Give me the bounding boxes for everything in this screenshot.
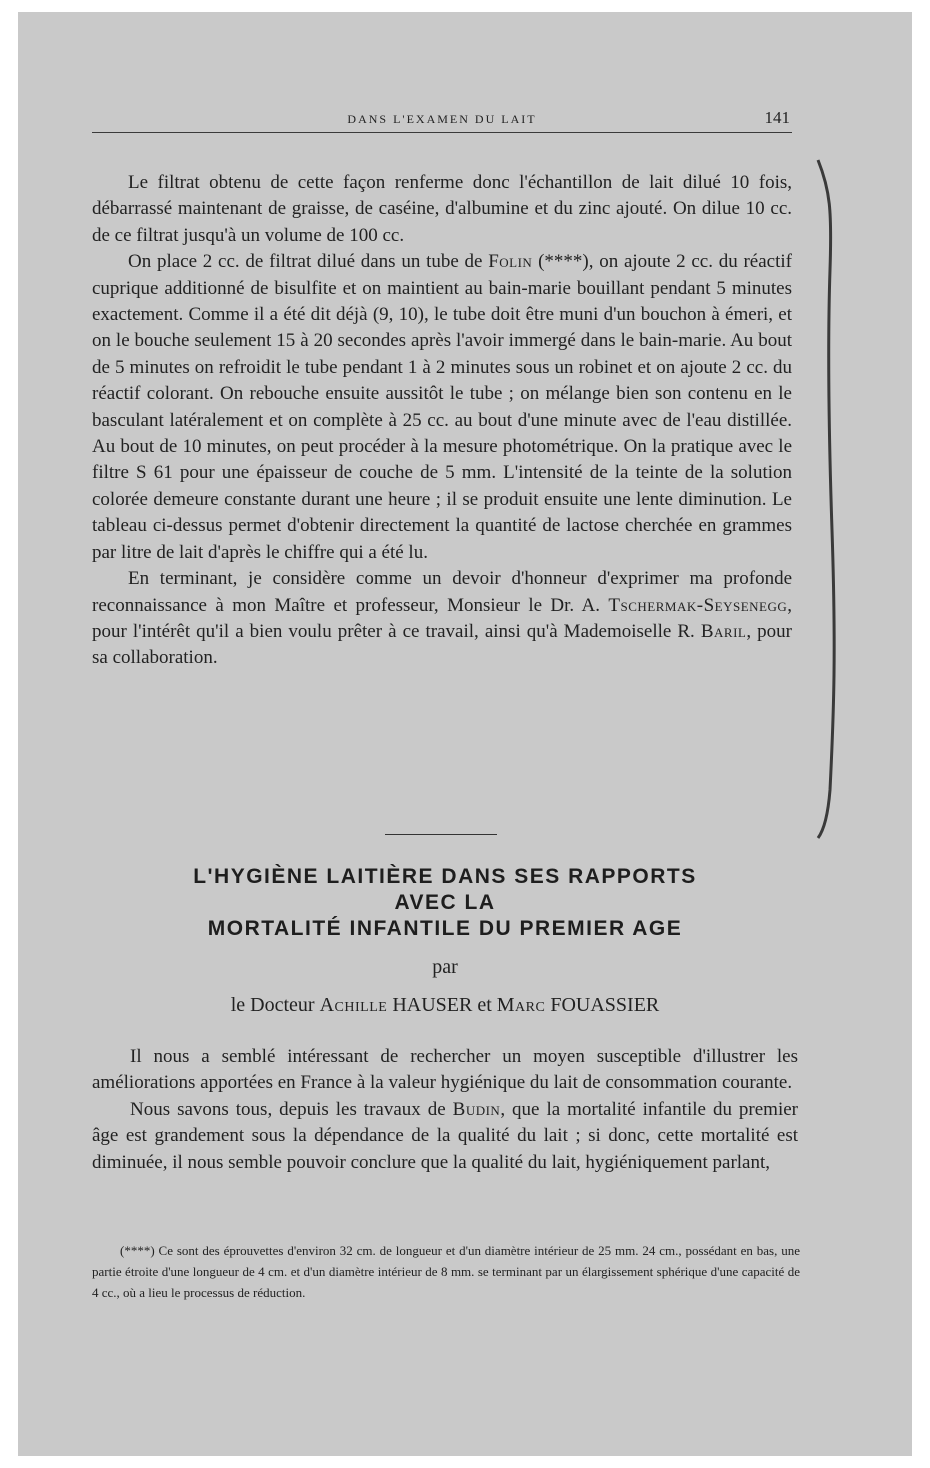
author-name-budin: Budin <box>452 1098 501 1120</box>
paragraph <box>92 170 792 249</box>
authors-text: HAUSER et <box>387 994 497 1016</box>
byline-par: par <box>432 956 458 978</box>
authors-text: le Docteur <box>230 994 320 1016</box>
author-first-name: Achille <box>319 994 388 1016</box>
paragraph <box>92 1044 798 1097</box>
paragraph <box>92 249 792 566</box>
title-line: MORTALITÉ INFANTILE DU PREMIER AGE <box>207 917 683 940</box>
author-name-baril: Baril <box>700 620 747 642</box>
article-authors <box>92 994 798 1017</box>
article-title <box>92 864 798 942</box>
paragraph-text: En terminant, je considère comme un devoir d'honneur d'exprimer ma profonde reconnaissance à mon Maître et professeur, Monsieur le Dr. A. <box>92 568 792 616</box>
paragraph-text: , pour sa collaboration. <box>92 620 792 669</box>
paragraph-text: Nous savons tous, depuis les travaux de <box>130 1098 453 1120</box>
title-line: AVEC LA <box>394 891 496 914</box>
paragraph-text: Le filtrat obtenu de cette façon renferme donc l'échantillon de lait dilué 10 fois, débarrassé maintenant de graisse, de caséine, d'albumine et du zinc ajouté. On dilue 10 cc. de ce filtrat jusqu'à un volume de 100 cc. <box>92 172 792 246</box>
page-number: 141 <box>764 108 790 127</box>
article-body <box>92 1044 798 1176</box>
paragraph-text: Il nous a semblé intéressant de rechercher un moyen susceptible d'illustrer les améliorations apportées en France à la valeur hygiénique du lait de consommation courante. <box>92 1046 798 1094</box>
section-divider <box>385 834 497 835</box>
author-name-folin: Folin <box>488 251 533 273</box>
paragraph-text: On place 2 cc. de filtrat dilué dans un tube de <box>128 251 489 273</box>
footnote: (****) Ce sont des éprouvettes d'environ 32 cm. de longueur et d'un diamètre intérieur de 25 mm. 24 cm., possédant en bas, une partie étroite d'une longueur de 4 cm. et d'un diamètre intérieur de 8 mm. se terminant par un élargissement sphérique d'une capacité de 4 cc., où a lieu le processus de réduction. <box>92 1243 800 1300</box>
paragraph <box>92 1097 798 1176</box>
page-header <box>92 108 792 133</box>
author-name-tschermak: Tschermak-Seysenegg <box>608 594 788 616</box>
paragraph <box>92 566 792 672</box>
title-line: L'HYGIÈNE LAITIÈRE DANS SES RAPPORTS <box>193 865 697 888</box>
paragraph-text: , que la mortalité infantile du premier âge est grandement sous la dépendance de la qualité du lait ; si donc, cette mortalité est diminuée, il nous semble pouvoir conclure que la qualité du lait, hygiéniquement parlant, <box>92 1098 798 1173</box>
paragraph-text: , pour l'intérêt qu'il a bien voulu prêter à ce travail, ainsi qu'à Mademoiselle R. <box>92 594 792 642</box>
paragraph-text: (****), on ajoute 2 cc. du réactif cuprique additionné de bisulfite et on maintient au bain-marie bouillant pendant 5 minutes exactement. Comme il a été dit déjà (9, 10), le tube doit être muni d'un bouchon à émeri, et on le bouche seulement 15 à 20 secondes après l'avoir immergé dans le bain-marie. Au bout de 5 minutes on refroidit le tube pendant 1 à 2 minutes sous un robinet et on ajoute 2 cc. du réactif colorant. On rebouche ensuite aussitôt le tube ; on mélange bien son contenu en le basculant latéralement et on complète à 25 cc. au bout d'une minute avec de l'eau distillée. Au bout de 10 minutes, on peut procéder à la mesure photométrique. On la pratique avec le filtre S 61 pour une épaisseur de couche de 5 mm. L'intensité de la teinte de la solution colorée demeure constante durant une heure ; il se produit ensuite une lente diminution. Le tableau ci-dessus permet d'obtenir directement la quantité de lactose cherchée en grammes par litre de lait d'après le chiffre qui a été lu. <box>92 251 792 563</box>
authors-text: FOUASSIER <box>545 994 660 1016</box>
previous-article-body <box>92 170 792 672</box>
running-head: DANS L'EXAMEN DU LAIT <box>347 112 537 126</box>
margin-bracket-mark <box>808 150 848 840</box>
author-first-name: Marc <box>496 994 546 1016</box>
